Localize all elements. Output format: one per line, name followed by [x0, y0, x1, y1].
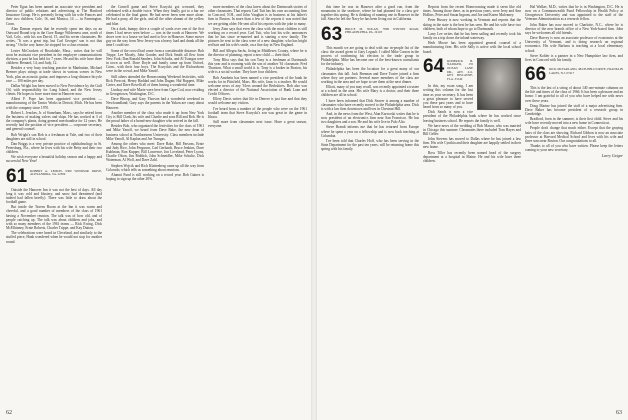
- column-paragraph: Still others attended the Homecoming Weekend festivities, with Rick Prescott, Henry Haddad and John Dugan; Hal Ruppert, Mike Carter, and Dave Rovelli all of them having a wonderful time.: [106, 74, 204, 87]
- column-paragraph: Bob Amrhein has been named a vice president of the bank he works for in Pittsfield, Mass. His wife, Jane, is a teacher. He would welcome news of any '61ers around the Berkshires. Bob also was elected a director of the National Association of Bank Loan and Credit Officers.: [208, 75, 307, 97]
- column-paragraph: Dan Briggs is a very private practice of ophthalmology in St. Petersburg, Fla., where he lives with his wife Betty and their two children.: [6, 141, 102, 155]
- class-heading: [423, 55, 473, 82]
- class-year-number: 63: [321, 23, 343, 45]
- column-paragraph: I've heard from a number of the people who were on the 1961 football team that Steve Kozycki's son was great in the game in Ithaca.: [208, 106, 307, 119]
- column-paragraph: Tony Bliss says that his son Tony is a freshman at Dartmouth this year and is rooming with the son of another '61 classmate, Fred Thurston. What a small world it is. Tony is a broker in Boston, his wife is a social worker. They have four children.: [208, 57, 307, 75]
- column-paragraph: Philadelphia has been the location for a great many of our classmates this fall. Jack Brennan and Dave Tozier joined a firm where they are partners. Several more members of the class are working in the area and we hope to see them at the next dinner.: [321, 67, 419, 84]
- column-paragraph: Dave Bhoop, and Gary Thorson had a wonderful weekend in Newfoundland; Gary says the parents in the Yukon are crazy about Hanover.: [106, 97, 204, 110]
- column-paragraph: Robert L. Jenckes, Jr. of Stoneham, Mass., says he retired from the business of making valves and ships. He has worked at 3 of the company's plants, doing general merchandise for 12 years. He recently had the position of vice president — corporate secretary, and general counsel.: [6, 110, 102, 132]
- column-paragraph: this time he was in Hanover after a good run, from the mountains to the seashore, where he had planned for a class get-together this spring. He is thinking of running one in Hanover in the fall. Since he left the Navy he has been living out in California.: [321, 5, 419, 22]
- column-paragraph: And, in the news from the West, Alan Karwoski writes that he is now president of an electronics firm near San Francisco. He has two daughters and a son. He and his wife live in Palo Alto.: [321, 111, 419, 125]
- column-paragraph: Bill and Allegra Sachs, living in Middlesex County, where he is the director of planning, report a new child — their third.: [208, 48, 307, 57]
- column-paragraph: Bradford, born in the summer, is their first child. Steve and his wife have recently moved into a new home in Connecticut.: [525, 117, 623, 126]
- column-paragraph: Elliott, many of you may recall, was recently appointed a trustee at a school in the area. His wife Mary is a doctor, and their three children are all in school.: [321, 85, 419, 98]
- column-paragraph: Ellery Davis writes that life in Denver is just fine and that they would welcome any visitors.: [208, 97, 307, 106]
- right-column-2: [423, 5, 521, 400]
- class-year-number: 61: [6, 165, 28, 187]
- column-paragraph: Alan Damon reports that he recently spent ten days on an Outward Bound trip in the Gore Range Wilderness area, north of Vail, Colo., with his son David, 15, and his seven classmates. He writes, "It was a great trip, but Carl Georges' son is not that strong." On the way home, he stopped for a class reunion.: [6, 26, 102, 48]
- class-heading: [321, 23, 419, 45]
- column-paragraph: Stephen Wojcik and Rich Klattenberg came up all the way from Colorado, which tells us something about reunions.: [106, 163, 204, 172]
- column-paragraph: On a dark, bumpy drive a couple of yards over one of the first times I had never seen before — was in the roads at Hanover. We drove over to a house we had used to live in Hanover. Some mover guy on the way from New Jersey was a heavy load and drank all the time I could see.: [106, 26, 204, 48]
- column-paragraph: Besides Bob, who organized the festivities for the class of 1961 and Mike Yanolf, we heard from Dave Bake, the new dean of business school at Northeastern University. Class members include Mike Yanolf, Al Kaplan and Joe Tsongas.: [106, 124, 204, 141]
- column-signature: Larry Geiger: [601, 153, 623, 159]
- column-paragraph: We wish everyone a beautiful holiday season and a happy and successful New Year!: [6, 155, 102, 164]
- column-paragraph: Bob Wright's son Bob is a freshman at Yale, and two of their daughters are still in school.: [6, 132, 102, 141]
- class-year-number: 64: [423, 55, 445, 77]
- column-paragraph: John Baker has now moved to Charlotte, N.C., where he is director of the new branch office of a New York-based firm. John says he welcomes all old friends.: [525, 22, 623, 35]
- column-paragraph: Peter Egan has been named an associate vice president and director of public relations and advertising at The Hartford Insurance Group. He is presently living with his wife Frances and their two children, Cole, 16, and Monica, 14 — in Farmington, Conn.: [6, 5, 102, 26]
- column-paragraph: This is the last of a string of about 140 one-minute columns on the life and times of the class of 1966. It has been a pleasure and an honor. I am grateful to all of you who have helped me with news over these years.: [525, 86, 623, 103]
- column-paragraph: Lindsay and wife Marie were here from Cape Cod, now residing in Georgetown, Washington, D.C.: [106, 87, 204, 97]
- page-number-left: 62: [6, 410, 12, 416]
- column-paragraph: the Cornell game and Steve Kozycki got crowned, they celebrated with a double twice. When they finally got to a bar we celebrated in the final game. He had never been seen more alone. He had a pony, all the girls, and all the other alumni of the yellow and blue.: [106, 5, 204, 26]
- column-paragraph: Dave Harvey is now an associate professor of economics at the University of Vermont, and is doing research on regional economics. His wife Barbara is teaching at a local elementary school.: [525, 36, 623, 53]
- column-paragraph: Alumni Fund is still working on a record year. Bob Gaines is hoping to sign up the other 20%.: [106, 172, 204, 182]
- right-page: [317, 0, 628, 420]
- column-paragraph: People don't change that much either. Except that the graying hairs of the class are showing. Richard Gibbon is now an associate professor at Harvard Medical School and lives with his wife and three sons near Boston. Our congratulations to all.: [525, 126, 623, 143]
- column-paragraph: Dallas Wright has been moved to New Providence by the Gulf Oil, with responsibility for Long Island, and the New Jersey clients. He hopes to have more time in Hanover now.: [6, 83, 102, 97]
- column-paragraph: Doug Marine has joined the staff of a major advertising firm. Dave Baker has become president of a research group in Cambridge.: [525, 103, 623, 116]
- column-paragraph: Still more from classmates next issue. Have a great season, everyone.: [208, 120, 307, 129]
- column-paragraph: The celebrations were heard in Cleveland, and similarly to the stuffed piece, Hank wondered when he would not stop for another round.: [6, 231, 102, 244]
- column-paragraph: Albert F. Pope has been appointed vice president — manufacturing of the Tantco Works in Detroit, Mich. He has been with the company since 1970.: [6, 97, 102, 110]
- class-secretary-address: RICK MCFARLAND, 484 PUEBLO DRIVE, FRANKLIN LAKES, N.J. 07417: [549, 67, 623, 75]
- class-heading: [6, 165, 102, 187]
- column-paragraph: Outside the Hanover Inn it was not the best of days. All day long it was cold and blustery, and snow had threatened (and indeed had fallen briefly). There was little to draw about the football game.: [6, 187, 102, 205]
- left-column-1: [6, 5, 102, 400]
- class-secretary-address: BRUCE M. NOLAN, 7809 WINTON ROAD, PHILADELPHIA, PA. 19118: [345, 26, 419, 35]
- column-paragraph: Besides a very busy teaching practice in Manhattan, Michael Bremer plays strings at trade shows in various scenes in New York, plus an acoustic guitar, and imposes a long-distance bicycle race — 100 miles per day.: [6, 66, 102, 83]
- secretary-photo: [477, 58, 521, 110]
- column-paragraph: Thanks to all of you who have written. Please keep the letters coming to your new secretary.: [525, 144, 623, 153]
- column-paragraph: Dick Sands is now a vice president of the Philadelphia bank where he has worked since leaving business school. He reports the family is well.: [423, 110, 521, 123]
- column-paragraph: Steve Kohler is a partner in a New Hampshire law firm, and lives in Concord with his family.: [525, 53, 623, 62]
- class-secretary-address: RODERICK B. NADIGER, 135 OCEAN LANE DR., APT. 411, KEY BISCAYNE, FLA. 33149: [447, 58, 473, 81]
- class-year-number: 66: [525, 64, 547, 86]
- column-paragraph: I've been told that Charles Hoff, who has been serving in the State Department for the past ten years, will be returning home this spring with his family.: [321, 138, 419, 152]
- column-paragraph: Hal Walker, M.D., writes that he is in Washington, D.C. He is now on a Commonwealth Fund Fellowship in Health Policy at Georgetown University and was appointed to the staff of the Veterans Administration as a research fellow.: [525, 5, 623, 22]
- column-paragraph: Jerry Zinn says that even the class with the most children is still working on a record year. Carl Tutt, who lost his wife, announces that he has since re-married and is starting a new family. The pictures he sent to the class were of a new daughter, who has bright red hair and his wife's smile, on a fine day in New England.: [208, 26, 307, 48]
- left-page: [0, 0, 311, 420]
- column-paragraph: Herb Moore has been appointed general counsel of a manufacturing firm. His wife Sally is active with the local school board.: [423, 41, 521, 54]
- column-paragraph: Steve Brandt informs me that he has returned from Europe where he spent a year on a fellowship and is now back teaching at Columbia.: [321, 125, 419, 138]
- column-paragraph: In this, my swan song, I am writing this column for the last time as your secretary. It has been a great pleasure to have served you these past years and to have heard from so many of you.: [423, 84, 473, 110]
- class-heading: [525, 64, 623, 86]
- left-column-3: [208, 5, 307, 400]
- column-paragraph: more members of the class knew about the Dartmouth stories of other classmates. That reports Carl Tutt has his own accounting firm in Concord, N.H., and John Vaughan is in business at his father's firm in Boston. In more than a few of the reports it was noted that we are getting older. He sent all of his reports with the joke to many.: [208, 5, 307, 26]
- column-paragraph: Reports from the recent Homecoming made it seem like old times. Among those there, as in previous years, were Jerry and Ann Hollins, Peter and Susan Ingram, and Joe and Karen Mulvaney.: [423, 5, 521, 18]
- right-column-1: [321, 5, 419, 400]
- right-column-3: [525, 5, 623, 400]
- column-paragraph: Ross Tiller has recently been named head of the surgery department at a hospital in Maine. He and his wife have three children.: [423, 150, 521, 163]
- column-paragraph: Lester McCracken of Brookdale, Mass., writes that he will soon be assistant vice president in the employee communications division, a post he has held for 7 years. He and his wife have three children: Bernard, 14, and Judy, 12.: [6, 48, 102, 66]
- column-paragraph: This month we are going to deal with our in-people list of the class: the award given to Gary Legault. I called Mike Carson in the process of confirming his election to the trade group in Philadelphia. Mike has become one of the best-known consultants for the industry.: [321, 45, 419, 67]
- column-paragraph: We have news of the wedding of Bob Mason, who was married in Chicago this summer. Classmates there included Tom Hayes and Bill Geller.: [423, 123, 521, 136]
- column-paragraph: I have been informed that Dick Seaver is among a number of classmates who have recently moved to the Philadelphia area. Dick is with a law firm downtown and lives in Chestnut Hill.: [321, 98, 419, 111]
- column-paragraph: John Stevens has moved to Dallas where he has joined a law firm. His wife Cynthia and their daughter are happily settled in their new home.: [423, 137, 521, 150]
- column-paragraph: Another member of the class who made it up from New York City is Bill Clark, his wife and Charlie and sons Bill and Bob. He is the proud father of a brand-new daughter who arrived in the fall.: [106, 110, 204, 124]
- page-number-right: 63: [616, 410, 622, 416]
- column-paragraph: But inside the Tavern Room at the Inn it was warm and cheerful, and a good number of members of the class of 1961 having a November reunion. The talk was of how old, and of people catching up. The talk was about children and jobs, and with so many members of the 1961 teams — Rick Ewing, Dick McElhinney, Ernie Roberts, Charles Trippe, and Kay Dutton.: [6, 205, 102, 231]
- column-paragraph: Some of the crowd had come from a considerable distance: Bob Trippe, Lee Moody, John Gonder, and Dick Smith all flew from New York; Dan Ronald Sanders, John Schultz, and Al Tsongas were in town as well. Dave Doyle and family came up from Oxford, Conn., with their four boys. The Kozyckis and the Richardsons were in the crowd, and Mike Yanolf.: [106, 48, 204, 74]
- left-column-2: [106, 5, 204, 400]
- column-paragraph: Larry Lee writes that he has been sailing and recently took his family on a trip down the inland waterway.: [423, 31, 521, 41]
- class-secretary-address: ROBERT A. LEMON, 9300 WINDSOR DRIVE, ALEXANDRIA, VA. 22309: [30, 168, 102, 177]
- column-paragraph: Peter Hussey is now working in Vermont and reports that the skiing in the state is the best he has seen. He and his wife have two children, both of whom hope to go to Dartmouth.: [423, 18, 521, 31]
- column-paragraph: Among the others who meet: Dave Bake, Bill Parsons, Ernie and Judy Rice, John Ferguson, Carl Gerhardt, Bruce Jenkins, Dave Kuhlman, Ron Kupper, Bill Lawrence, Jon Loveland, Peter Lyons, Charlie Olson, Jim Riddick, John Schneidler, Mike Schultz, Dick Waterman, Al Wolf, and Dave Zahl.: [106, 141, 204, 163]
